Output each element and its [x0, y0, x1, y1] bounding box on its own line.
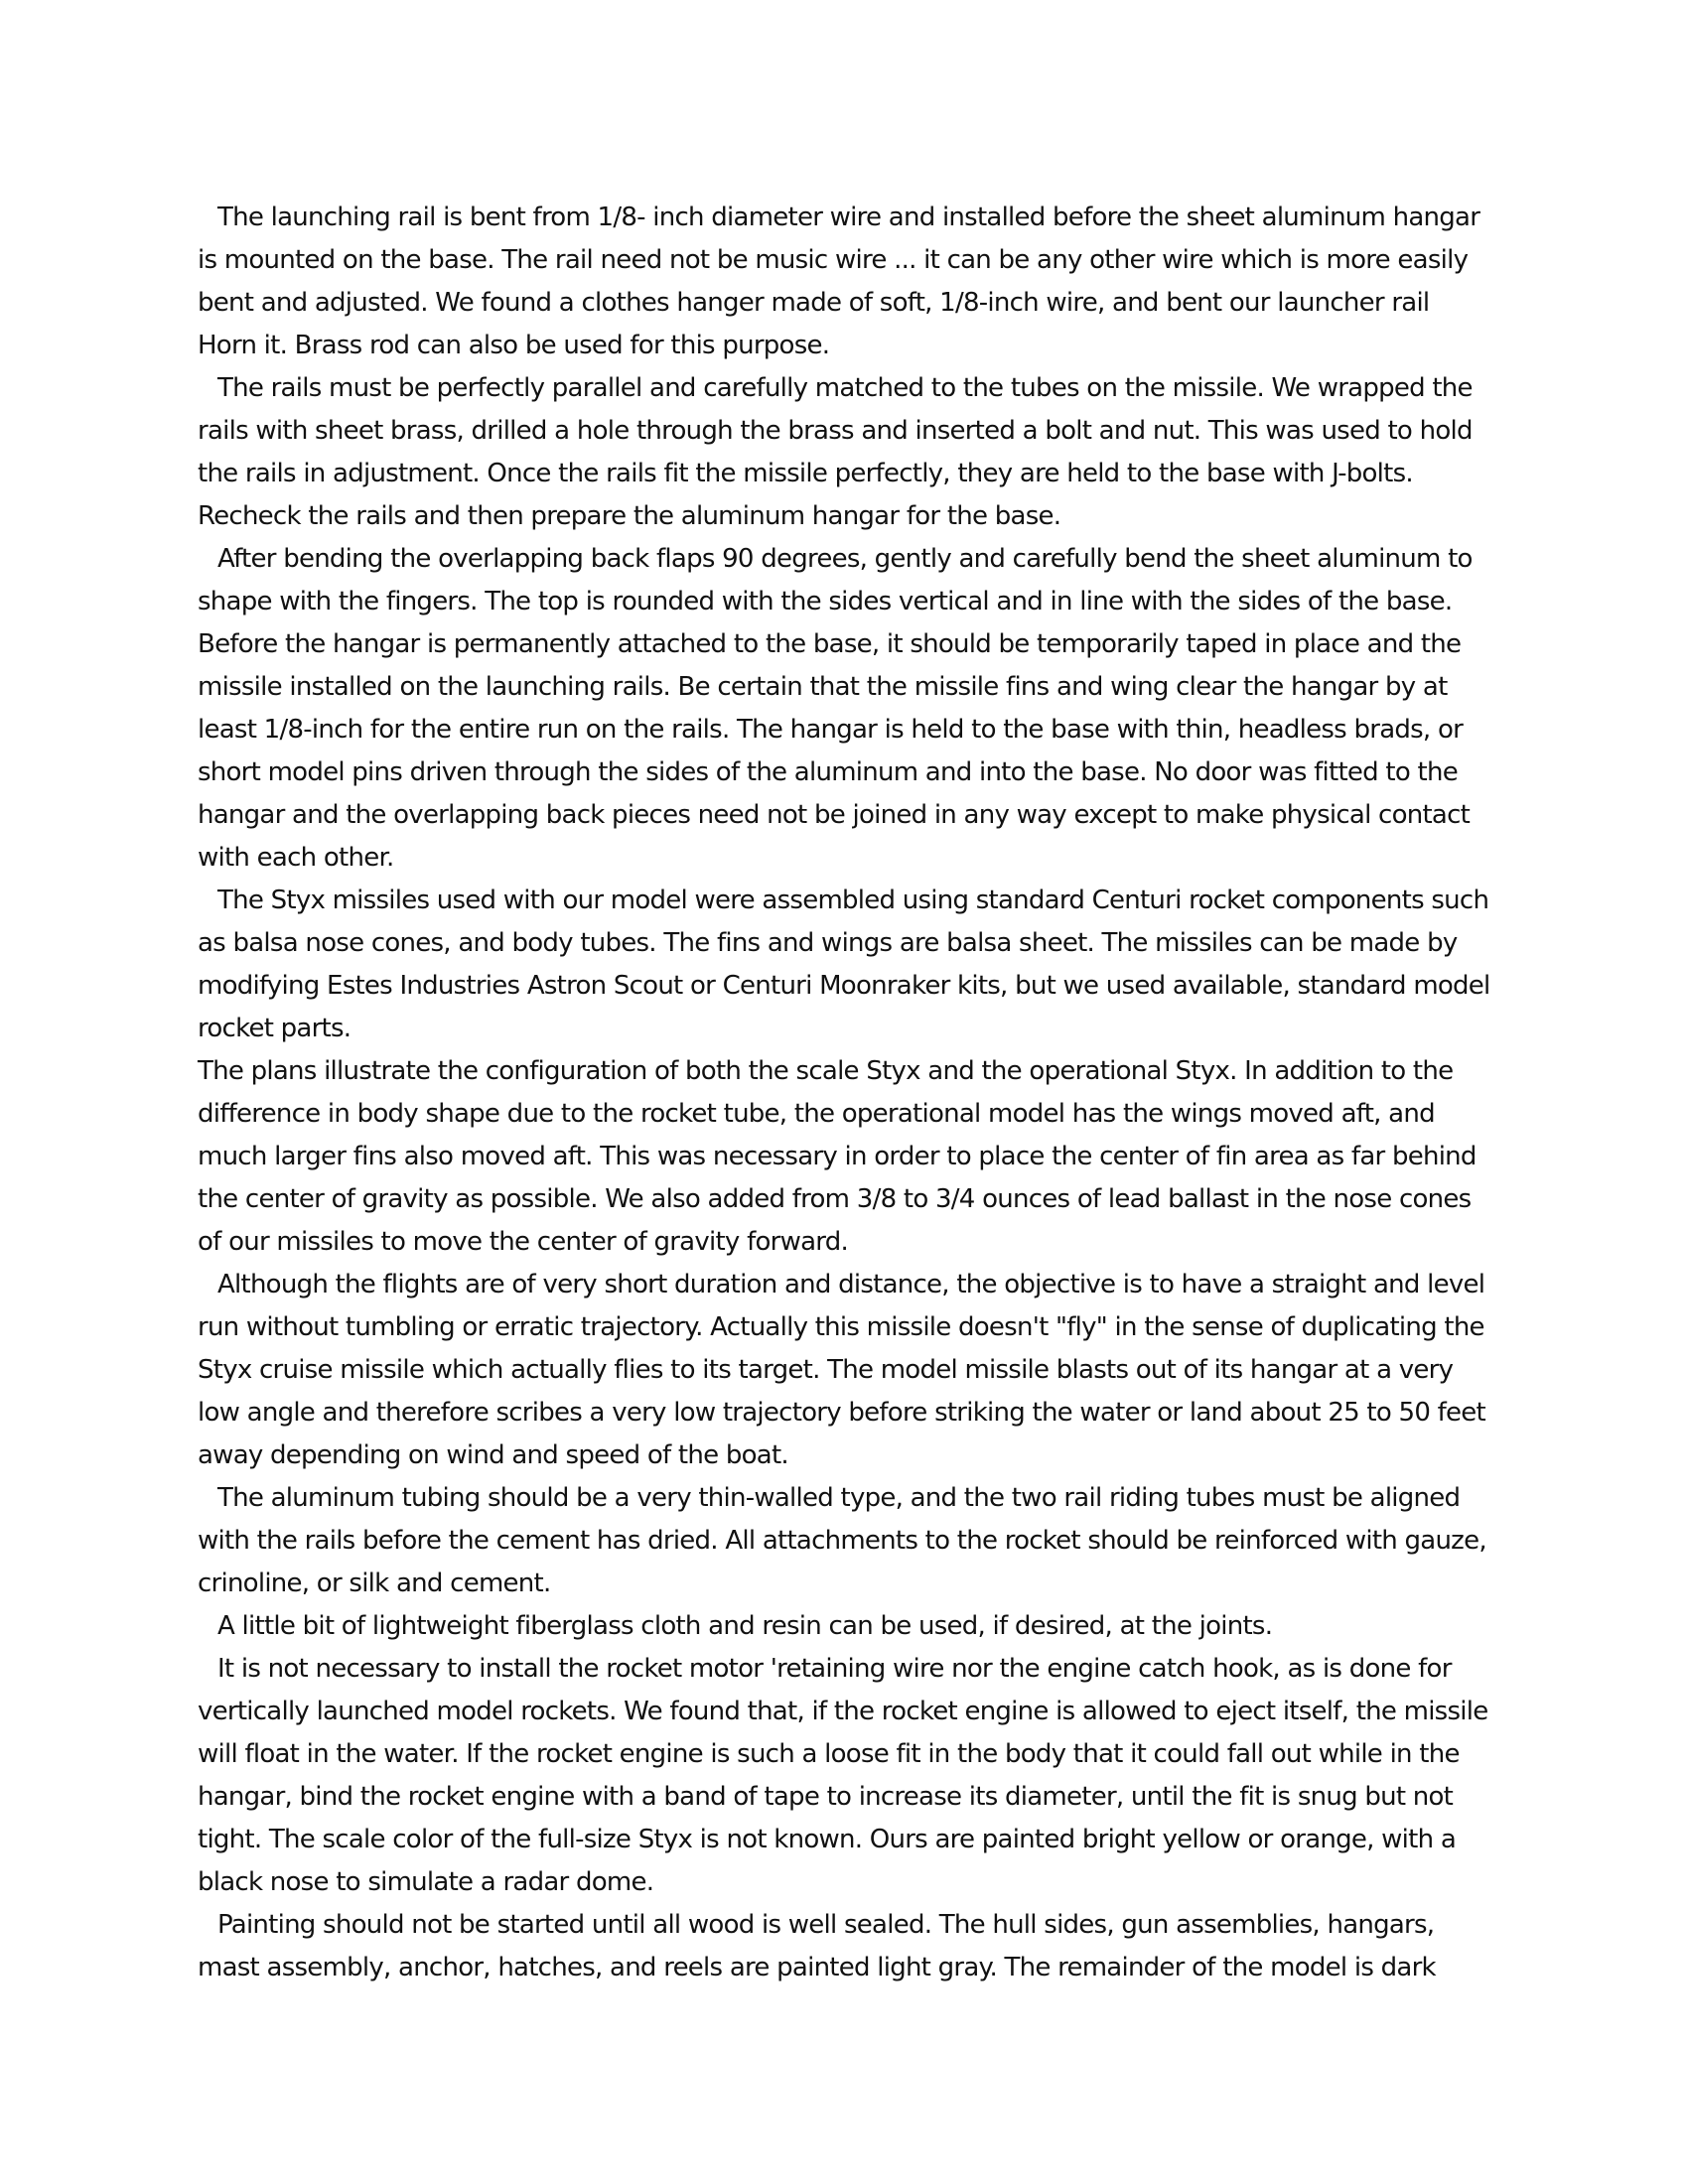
- paragraph-painting: Painting should not be started until all wood is well sealed. The hull sides, gun assemblies, hangars, mast assembly, anchor, hatches, and reels are painted light gray. The remainder of the model is dark: [198, 1910, 1436, 1982]
- paragraph-rocket-motor: It is not necessary to install the rocket motor 'retaining wire nor the engine catch hook, as is done for vertically launched model rockets. We found that, if the rocket engine is allowed to eject itself, the missile will float in the water. If the rocket engine is such a loose fit in the body that it could fall out while in the hangar, bind the rocket engine with a band of tape to increase its diameter, until the fit is snug but not tight. The scale color of the full-size Styx is not known. Ours are painted bright yellow or orange, with a black nose to simulate a radar dome.: [198, 1654, 1488, 1897]
- paragraph-flight-trajectory: Although the flights are of very short duration and distance, the objective is to have a straight and level run without tumbling or erratic trajectory. Actually this missile doesn't "fly" in the sense of duplicating the Styx cruise missile which actually flies to its target. The model missile blasts out of its hangar at a very low angle and therefore scribes a very low trajectory before striking the water or land about 25 to 50 feet away depending on wind and speed of the boat.: [198, 1270, 1485, 1470]
- paragraph-fiberglass: A little bit of lightweight fiberglass cloth and resin can be used, if desired, at the joints.: [217, 1611, 1273, 1641]
- paragraph-styx-missiles: The Styx missiles used with our model were assembled using standard Centuri rocket components such as balsa nose cones, and body tubes. The fins and wings are balsa sheet. The missiles can be made by modifying Estes Industries Astron Scout or Centuri Moonraker kits, but we used available, standard model rocket parts.: [198, 886, 1490, 1043]
- paragraph-launching-rail: The launching rail is bent from 1/8- inch diameter wire and installed before the sheet aluminum hangar is mounted on the base. The rail need not be music wire ... it can be any other wire which is more easily bent and adjusted. We found a clothes hanger made of soft, 1/8-inch wire, and bent our launcher rail Horn it. Brass rod can also be used for this purpose.: [198, 203, 1480, 360]
- paragraph-rail-alignment: The rails must be perfectly parallel and carefully matched to the tubes on the missile. We wrapped the rails with sheet brass, drilled a hole through the brass and inserted a bolt and nut. This was used to hold the rails in adjustment. Once the rails fit the missile perfectly, they are held to the base with J-bolts. Recheck the rails and then prepare the aluminum hangar for the base.: [198, 373, 1473, 531]
- body-text: [198, 197, 1493, 1989]
- paragraph-plans-configuration: The plans illustrate the configuration of both the scale Styx and the operational Styx. In addition to the difference in body shape due to the rocket tube, the operational model has the wings moved aft, and much larger fins also moved aft. This was necessary in order to place the center of fin area as far behind the center of gravity as possible. We also added from 3/8 to 3/4 ounces of lead ballast in the nose cones of our missiles to move the center of gravity forward.: [198, 1056, 1477, 1257]
- paragraph-hangar-shaping: After bending the overlapping back flaps 90 degrees, gently and carefully bend the sheet aluminum to shape with the fingers. The top is rounded with the sides vertical and in line with the sides of the base. Before the hangar is permanently attached to the base, it should be temporarily taped in place and the missile installed on the launching rails. Be certain that the missile fins and wing clear the hangar by at least 1/8-inch for the entire run on the rails. The hangar is held to the base with thin, headless brads, or short model pins driven through the sides of the aluminum and into the base. No door was fitted to the hangar and the overlapping back pieces need not be joined in any way except to make physical contact with each other.: [198, 544, 1473, 873]
- paragraph-aluminum-tubing: The aluminum tubing should be a very thin-walled type, and the two rail riding tubes must be aligned with the rails before the cement has dried. All attachments to the rocket should be reinforced with gauze, crinoline, or silk and cement.: [198, 1483, 1486, 1598]
